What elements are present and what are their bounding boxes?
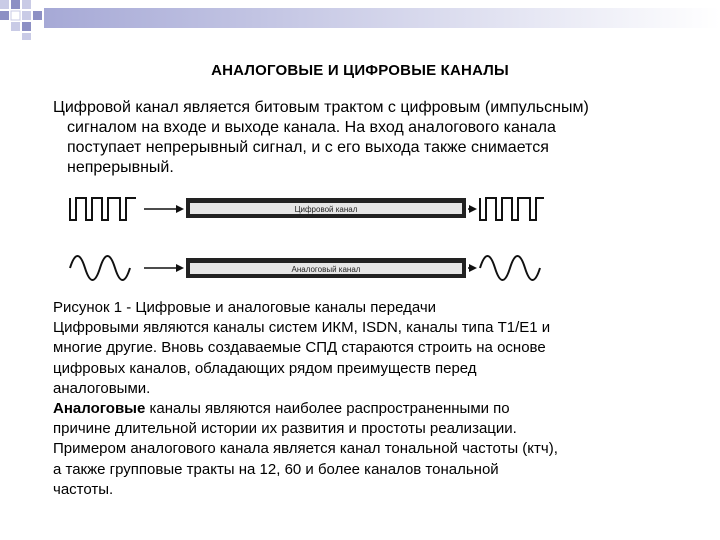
body-text	[53, 298, 703, 500]
analog-channel-label: Аналоговый канал	[291, 265, 361, 274]
analog-text-line-1-rest: каналы являются наиболее распространенными по	[145, 400, 510, 418]
deco-square	[11, 22, 20, 31]
digital-text-line-1: Цифровыми являются каналы систем ИКМ, ISDN, каналы типа Т1/Е1 и	[53, 319, 551, 337]
intro-line-3: поступает непрерывный сигнал, и с его выхода также снимается	[67, 139, 549, 156]
intro-term: Цифровой	[53, 99, 131, 116]
deco-square	[22, 33, 31, 40]
analog-input-arrow	[144, 264, 184, 272]
deco-square	[11, 0, 20, 9]
deco-square	[22, 22, 31, 31]
digital-text-line-3: цифровых каналов, обладающих рядом преимуществ перед	[53, 359, 477, 377]
analog-text-line-2: причине длительной истории их развития и простоты реализации.	[53, 420, 517, 438]
digital-text-line-2: многие другие. Вновь создаваемые СПД стараются строить на основе	[53, 339, 546, 357]
analog-text-line-1	[53, 399, 703, 419]
digital-text-line-4: аналоговыми.	[53, 379, 151, 397]
digital-output-arrow	[468, 205, 477, 213]
intro-line-2: сигналом на входе и выходе канала. На вход аналогового канала	[67, 119, 556, 136]
analog-output-signal	[480, 256, 540, 280]
analog-term: Аналоговые	[53, 400, 146, 418]
digital-channel-label: Цифровой канал	[294, 205, 358, 214]
deco-square	[0, 0, 9, 9]
deco-square	[11, 11, 20, 20]
deco-square	[33, 11, 42, 20]
intro-paragraph	[53, 98, 693, 178]
digital-input-arrow	[144, 205, 184, 213]
analog-text-line-4: а также групповые тракты на 12, 60 и более каналов тональной	[53, 460, 499, 478]
header-decoration	[0, 0, 720, 40]
intro-line-4: непрерывный.	[67, 159, 174, 176]
header-gradient-band	[44, 8, 720, 28]
channels-figure	[66, 186, 546, 294]
deco-square	[0, 11, 9, 20]
analog-output-arrow	[468, 264, 477, 272]
analog-text-line-5: частоты.	[53, 480, 114, 498]
intro-line-1-text: канал является битовым трактом с цифровым (импульсным)	[130, 99, 589, 116]
figure-caption: Рисунок 1 - Цифровые и аналоговые каналы передачи	[53, 299, 437, 316]
deco-square	[22, 11, 31, 20]
analog-input-signal	[70, 256, 130, 280]
analog-text-line-3: Примером аналогового канала является канал тональной частоты (ктч),	[53, 440, 558, 458]
digital-output-signal	[480, 198, 544, 220]
deco-square	[22, 0, 31, 9]
slide-title: АНАЛОГОВЫЕ И ЦИФРОВЫЕ КАНАЛЫ	[211, 62, 509, 79]
intro-line-1	[53, 98, 693, 118]
digital-input-signal	[70, 198, 136, 220]
